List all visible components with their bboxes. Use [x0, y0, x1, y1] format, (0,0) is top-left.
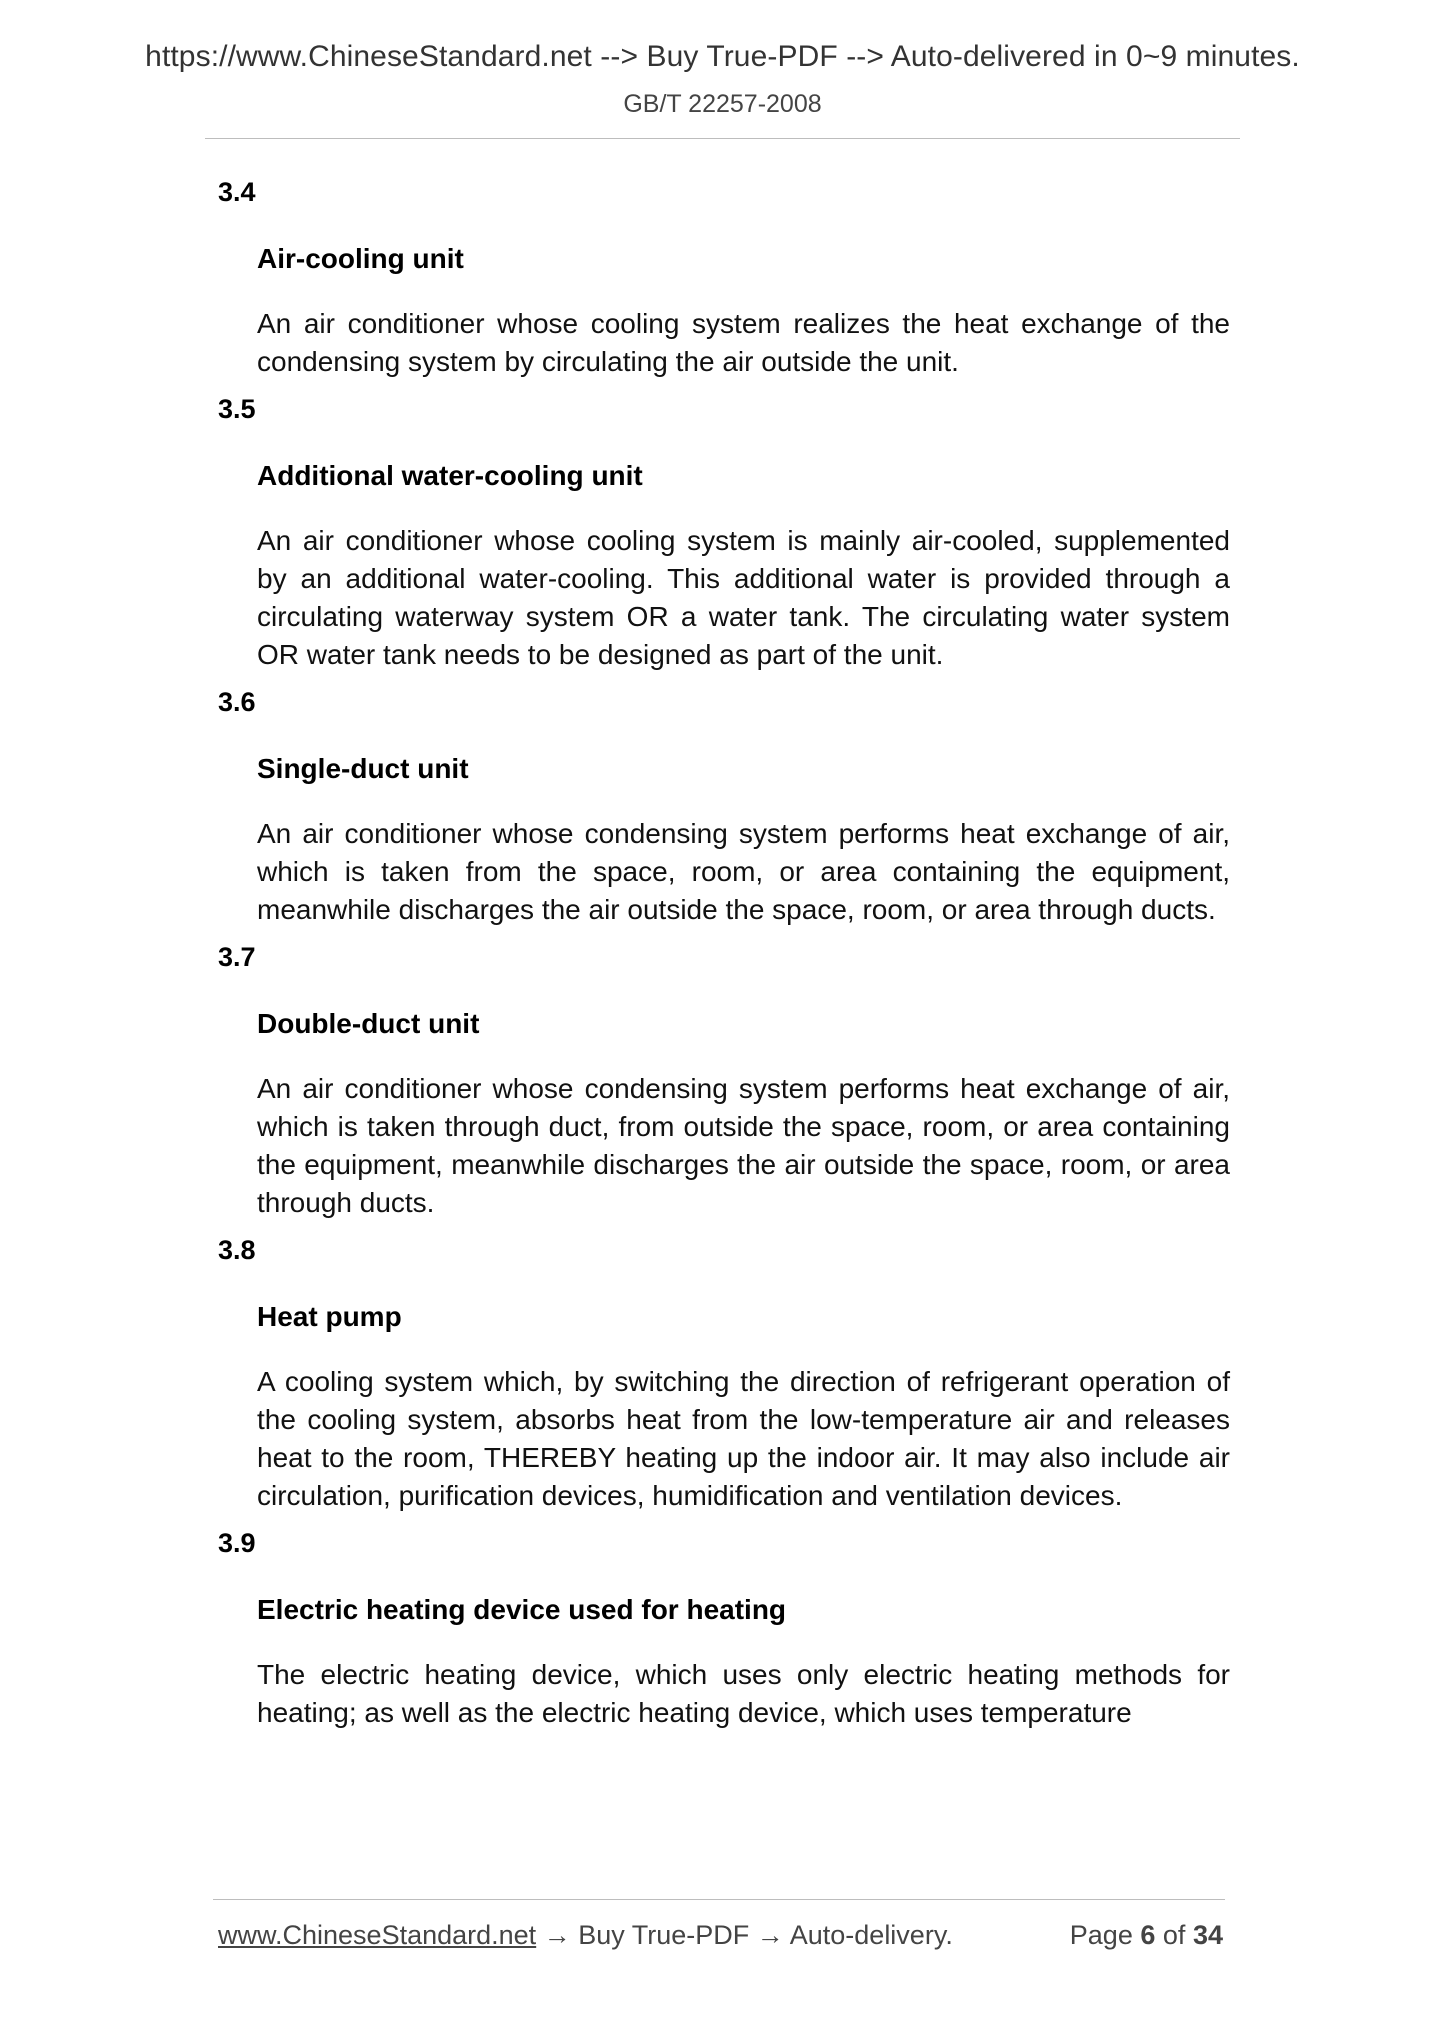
- section-body: The electric heating device, which uses only electric heating methods for heating; as well as the electric heating device, which uses temperature: [257, 1659, 1230, 1728]
- section-body: An air conditioner whose condensing system performs heat exchange of air, which is taken through duct, from outside the space, room, or area containing the equipment, meanwhile discharges the air outside the space, room, or area through ducts.: [257, 1073, 1230, 1218]
- section-3-5: [218, 389, 1230, 674]
- section-title: Single-duct unit: [257, 753, 469, 784]
- section-body: An air conditioner whose cooling system is mainly air-cooled, supplemented by an additional water-cooling. This additional water is provided through a circulating waterway system OR a water tank. The circulating water system OR water tank needs to be designed as part of the unit.: [257, 525, 1230, 670]
- section-3-4: [218, 172, 1230, 381]
- standard-id: GB/T 22257-2008: [623, 90, 822, 118]
- page-total: 34: [1192, 1920, 1223, 1950]
- section-number: 3.4: [218, 177, 256, 207]
- document-body: [218, 164, 1230, 1732]
- section-number: 3.5: [218, 394, 256, 424]
- footer-delivery: [218, 1917, 953, 1953]
- section-body: An air conditioner whose cooling system realizes the heat exchange of the condensing system by circulating the air outside the unit.: [257, 308, 1230, 377]
- delivery-text: → Buy True-PDF → Auto-delivery.: [536, 1920, 953, 1950]
- section-3-7: [218, 937, 1230, 1222]
- header-divider: [205, 138, 1240, 139]
- section-title: Heat pump: [257, 1301, 402, 1332]
- section-title: Electric heating device used for heating: [257, 1594, 787, 1625]
- section-number: 3.9: [218, 1528, 256, 1558]
- section-number: 3.7: [218, 942, 256, 972]
- header-url-line: https://www.ChineseStandard.net --> Buy True-PDF --> Auto-delivered in 0~9 minutes.: [145, 40, 1300, 73]
- section-number: 3.8: [218, 1235, 256, 1265]
- section-3-8: [218, 1230, 1230, 1515]
- footer-divider: [213, 1899, 1225, 1900]
- section-number: 3.6: [218, 687, 256, 717]
- site-link[interactable]: www.ChineseStandard.net: [218, 1920, 537, 1950]
- page-of: of: [1162, 1920, 1186, 1950]
- section-body: An air conditioner whose condensing system performs heat exchange of air, which is taken from the space, room, or area containing the equipment, meanwhile discharges the air outside the space, room, or area through ducts.: [257, 818, 1230, 925]
- page-indicator: [1070, 1917, 1223, 1953]
- section-title: Additional water-cooling unit: [257, 460, 643, 491]
- section-3-9: [218, 1523, 1230, 1732]
- section-3-6: [218, 682, 1230, 929]
- page-label: Page: [1069, 1920, 1133, 1950]
- section-body: A cooling system which, by switching the direction of refrigerant operation of the cooling system, absorbs heat from the low-temperature air and releases heat to the room, THEREBY heating up the indoor air. It may also include air circulation, purification devices, humidification and ventilation devices.: [257, 1366, 1230, 1511]
- page-current: 6: [1140, 1920, 1156, 1950]
- section-title: Double-duct unit: [257, 1008, 480, 1039]
- section-title: Air-cooling unit: [257, 243, 464, 274]
